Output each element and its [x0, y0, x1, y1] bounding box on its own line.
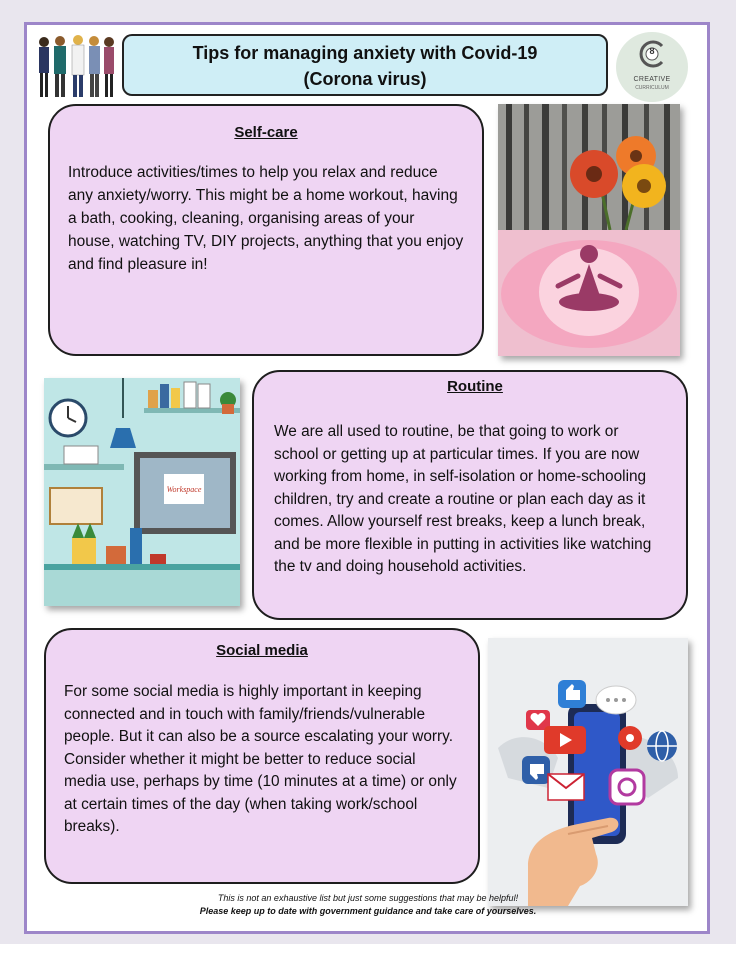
globe-icon — [647, 731, 677, 761]
self-care-body: Introduce activities/times to help you relax and reduce any anxiety/worry. This might be a home workout, having a bath, cooking, cleaning, organising areas of your house, watching TV, DIY projects, anything that you enjoy and find pleasure in! — [68, 164, 464, 273]
bottom-strip — [0, 944, 736, 960]
routine-body: We are all used to routine, be that going to work or school or getting up at particular times. If you are now working from home, in self-isolation or home-schooling children, try and create a routine or plan each day as it comes. Allow yourself rest breaks, keep a lunch break, and be more flexible in putting in activities like watching the tv and doing household activities. — [274, 423, 652, 575]
person-2 — [54, 36, 66, 97]
page-title: Tips for managing anxiety with Covid-19 — [192, 43, 538, 63]
self-care-card — [48, 104, 484, 356]
person-5 — [104, 37, 114, 97]
social-media-body: For some social media is highly important in keeping connected and in touch with family/friends/vulnerable people. But it can also be a source escalating your worry. Consider whether it might be better to reduce social media use, perhaps by time (10 minutes at a time) or only at certain times of the day (when taking work/school breaks). — [64, 683, 457, 835]
chat-bubble-icon — [596, 686, 636, 714]
routine-heading: Routine — [447, 378, 503, 395]
footer-disclaimer: This is not an exhaustive list but just some suggestions that may be helpful! — [217, 893, 519, 903]
yellow-flower — [622, 164, 666, 208]
person-1 — [39, 37, 49, 97]
social-media-heading: Social media — [216, 642, 308, 659]
video-play-icon — [544, 726, 586, 754]
workspace-sign: Workspace — [166, 485, 202, 494]
dislike-icon — [522, 756, 550, 784]
like-icon — [558, 680, 586, 708]
person-3 — [72, 35, 84, 97]
footer-guidance: Please keep up to date with government guidance and take care of yourselves. — [199, 906, 537, 916]
social-media-illustration — [488, 638, 688, 906]
red-flower — [570, 150, 618, 198]
routine-card — [252, 370, 688, 620]
logo-number: 8 — [649, 46, 655, 56]
self-care-photo — [498, 104, 680, 356]
social-media-card — [44, 628, 480, 884]
page-subtitle: (Corona virus) — [303, 69, 427, 89]
camera-icon — [610, 770, 644, 804]
people-illustration — [34, 30, 118, 100]
workspace-illustration — [44, 378, 240, 606]
logo-text-curriculum: CURRICULUM — [635, 85, 669, 91]
logo — [616, 32, 688, 102]
person-4 — [89, 36, 100, 97]
wall-clock-icon — [50, 400, 86, 436]
logo-text-creative: CREATIVE — [633, 76, 671, 83]
self-care-heading: Self-care — [234, 124, 298, 141]
title-box — [122, 34, 608, 96]
location-pin-icon — [618, 726, 642, 750]
mail-icon — [548, 774, 584, 800]
